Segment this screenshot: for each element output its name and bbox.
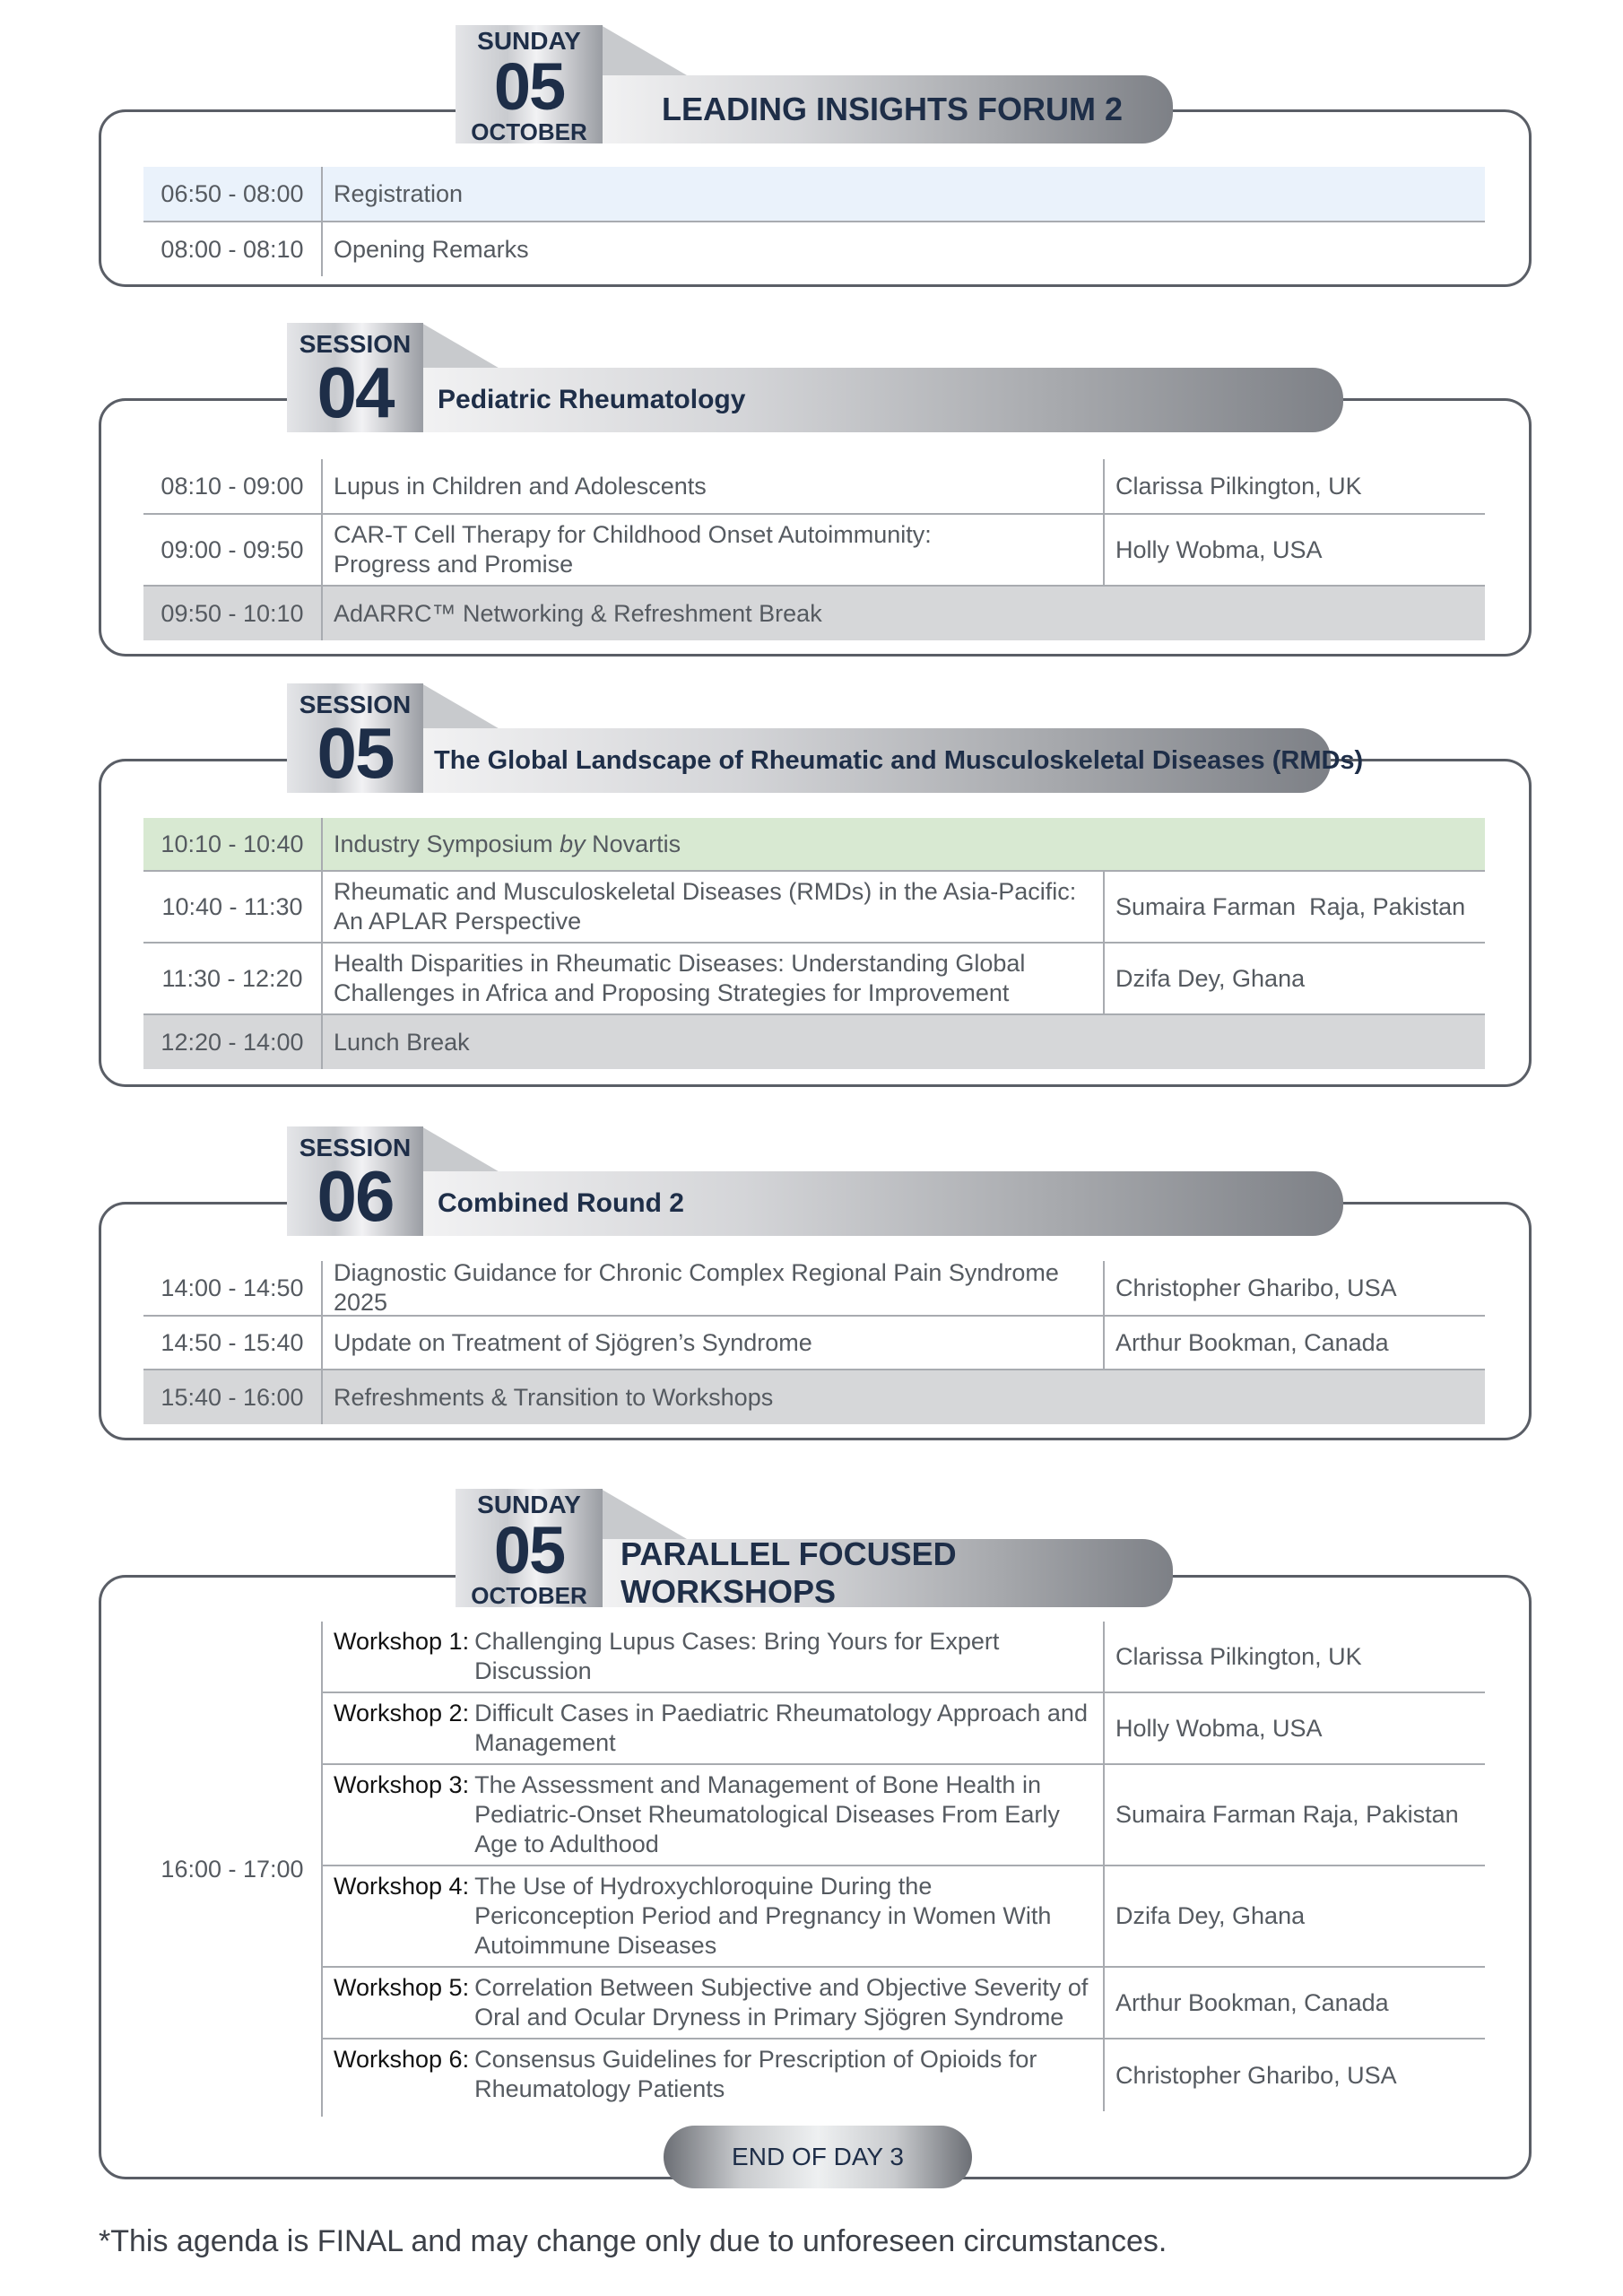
badge-month: OCTOBER <box>471 118 587 145</box>
row-time: 14:50 - 15:40 <box>143 1317 323 1369</box>
workshop-title: Difficult Cases in Paediatric Rheumatology Approach and Management <box>474 1700 1088 1756</box>
workshop-speaker: Holly Wobma, USA <box>1103 1693 1485 1763</box>
row-title-line: Health Disparities in Rheumatic Diseases: Understanding Global <box>334 950 1026 977</box>
session-06-badge <box>287 1126 423 1236</box>
session-label: SESSION <box>299 691 412 718</box>
row-time: 15:40 - 16:00 <box>143 1370 323 1424</box>
row-time: 09:50 - 10:10 <box>143 587 323 640</box>
table-row <box>143 872 1485 944</box>
session-label: SESSION <box>299 330 412 358</box>
session-05-title: The Global Landscape of Rheumatic and Musculoskeletal Diseases (RMDs) <box>434 745 1364 775</box>
session-05-table <box>143 818 1485 1069</box>
workshop-label: Workshop 1: <box>334 1628 470 1655</box>
workshop-row <box>323 1622 1485 1693</box>
table-row <box>143 1317 1485 1370</box>
row-speaker: Christopher Gharibo, USA <box>1103 1261 1485 1315</box>
row-time: 12:20 - 14:00 <box>143 1015 323 1069</box>
badge-month: OCTOBER <box>471 1582 587 1609</box>
row-title-line: Challenges in Africa and Proposing Strategies for Improvement <box>334 979 1010 1006</box>
workshop-cell <box>323 1968 1103 2038</box>
end-of-day-pill: END OF DAY 3 <box>664 2126 972 2188</box>
row-time: 10:10 - 10:40 <box>143 818 323 870</box>
session-05-badge <box>287 683 423 793</box>
session-number: 04 <box>317 352 394 432</box>
forum-flap <box>601 25 687 75</box>
workshop-title: The Assessment and Management of Bone Health in Pediatric-Onset Rheumatological Diseases From Early Age to Adulthood <box>474 1771 1060 1857</box>
workshop-label: Workshop 5: <box>334 1974 470 2001</box>
session-label: SESSION <box>299 1134 412 1161</box>
workshop-cell <box>323 1866 1103 1966</box>
row-title-line: Progress and Promise <box>334 551 574 578</box>
row-speaker: Holly Wobma, USA <box>1103 515 1485 585</box>
table-row <box>143 515 1485 587</box>
table-row <box>143 1015 1485 1069</box>
row-title: Refreshments & Transition to Workshops <box>334 1383 774 1411</box>
session-04-flap <box>421 323 508 373</box>
badge-date: 05 <box>493 49 565 124</box>
workshop-label: Workshop 3: <box>334 1771 470 1798</box>
workshop-title: Correlation Between Subjective and Objective Severity of Oral and Ocular Dryness in Primary Sjögren Syndrome <box>474 1974 1089 2031</box>
date-badge-2 <box>456 1489 603 1607</box>
table-row <box>143 1370 1485 1424</box>
forum-table <box>143 167 1485 276</box>
session-number: 05 <box>317 713 394 793</box>
table-row <box>143 1261 1485 1317</box>
row-title-line: An APLAR Perspective <box>334 908 582 935</box>
workshop-title: Consensus Guidelines for Prescription of Opioids for Rheumatology Patients <box>474 2046 1037 2102</box>
row-title <box>323 515 1103 585</box>
session-04-badge <box>287 323 423 432</box>
workshop-speaker: Dzifa Dey, Ghana <box>1103 1866 1485 1966</box>
workshops-table <box>143 1622 1485 2117</box>
row-time: 09:00 - 09:50 <box>143 515 323 585</box>
row-time: 10:40 - 11:30 <box>143 872 323 942</box>
session-04-table <box>143 459 1485 640</box>
table-row <box>143 944 1485 1015</box>
workshop-speaker: Arthur Bookman, Canada <box>1103 1968 1485 2038</box>
session-number: 06 <box>317 1156 394 1236</box>
row-title: Lupus in Children and Adolescents <box>334 472 707 500</box>
row-title-company: Novartis <box>585 830 681 857</box>
workshop-row <box>323 1968 1485 2039</box>
workshop-speaker: Christopher Gharibo, USA <box>1103 2039 1485 2111</box>
row-title <box>323 872 1103 942</box>
row-title: AdARRC™ Networking & Refreshment Break <box>334 599 822 627</box>
row-title-line: CAR-T Cell Therapy for Childhood Onset Autoimmunity: <box>334 521 932 548</box>
row-time: 11:30 - 12:20 <box>143 944 323 1013</box>
row-speaker: Arthur Bookman, Canada <box>1103 1317 1485 1369</box>
workshop-title: The Use of Hydroxychloroquine During the Periconception Period and Pregnancy in Women With Autoimmune Diseases <box>474 1873 1052 1959</box>
row-title-text: Industry Symposium <box>334 830 560 857</box>
table-row <box>143 818 1485 872</box>
session-06-title-bar <box>420 1171 1343 1236</box>
row-time: 14:00 - 14:50 <box>143 1261 323 1315</box>
workshop-cell <box>323 1765 1103 1865</box>
session-06-title: Combined Round 2 <box>438 1188 684 1218</box>
row-title: Opening Remarks <box>334 235 529 263</box>
badge-date: 05 <box>493 1513 565 1587</box>
workshop-label: Workshop 2: <box>334 1700 470 1726</box>
table-row <box>143 222 1485 276</box>
workshop-cell <box>323 1622 1103 1692</box>
workshop-row <box>323 1693 1485 1765</box>
row-title: Diagnostic Guidance for Chronic Complex Regional Pain Syndrome 2025 <box>334 1259 1059 1316</box>
workshop-row <box>323 1765 1485 1866</box>
row-title: Registration <box>334 179 464 207</box>
row-title-line: Rheumatic and Musculoskeletal Diseases (RMDs) in the Asia-Pacific: <box>334 878 1077 905</box>
workshop-cell <box>323 2039 1103 2111</box>
forum-title: LEADING INSIGHTS FORUM 2 <box>662 91 1124 127</box>
workshop-label: Workshop 6: <box>334 2046 470 2073</box>
workshop-title: Challenging Lupus Cases: Bring Yours for Expert Discussion <box>474 1628 1000 1684</box>
row-title: Update on Treatment of Sjögren’s Syndrome <box>334 1328 812 1356</box>
row-speaker: Clarissa Pilkington, UK <box>1103 459 1485 513</box>
workshops-flap <box>601 1489 687 1539</box>
workshop-row <box>323 2039 1485 2111</box>
session-04-title-bar <box>420 368 1343 432</box>
row-title: Lunch Break <box>334 1028 470 1056</box>
workshop-speaker: Clarissa Pilkington, UK <box>1103 1622 1485 1692</box>
workshops-rows <box>323 1622 1485 2117</box>
session-06-table <box>143 1261 1485 1424</box>
row-time: 08:10 - 09:00 <box>143 459 323 513</box>
row-title <box>323 818 1485 870</box>
agenda-footnote: *This agenda is FINAL and may change only due to unforeseen circumstances. <box>99 2224 1167 2258</box>
table-row <box>143 459 1485 515</box>
workshop-row <box>323 1866 1485 1968</box>
workshops-title: PARALLEL FOCUSED WORKSHOPS <box>621 1535 957 1610</box>
forum-title-bar <box>599 75 1173 144</box>
workshops-title-bar <box>599 1535 1173 1610</box>
session-06-flap <box>421 1126 508 1177</box>
row-time: 06:50 - 08:00 <box>143 167 323 221</box>
workshop-label: Workshop 4: <box>334 1873 470 1900</box>
workshops-time: 16:00 - 17:00 <box>143 1622 323 2117</box>
row-title <box>323 944 1103 1013</box>
table-row <box>143 587 1485 640</box>
session-04-title: Pediatric Rheumatology <box>438 385 746 414</box>
workshop-cell <box>323 1693 1103 1763</box>
badge-day: SUNDAY <box>477 1491 581 1518</box>
date-badge-1 <box>456 25 603 144</box>
session-05-flap <box>421 683 508 734</box>
row-title-by: by <box>560 830 586 857</box>
workshop-speaker: Sumaira Farman Raja, Pakistan <box>1103 1765 1485 1865</box>
badge-day: SUNDAY <box>477 27 581 55</box>
table-row <box>143 167 1485 222</box>
row-speaker: Dzifa Dey, Ghana <box>1103 944 1485 1013</box>
row-time: 08:00 - 08:10 <box>143 222 323 276</box>
row-speaker: Sumaira Farman Raja, Pakistan <box>1103 872 1485 942</box>
session-05-title-bar <box>420 728 1364 793</box>
